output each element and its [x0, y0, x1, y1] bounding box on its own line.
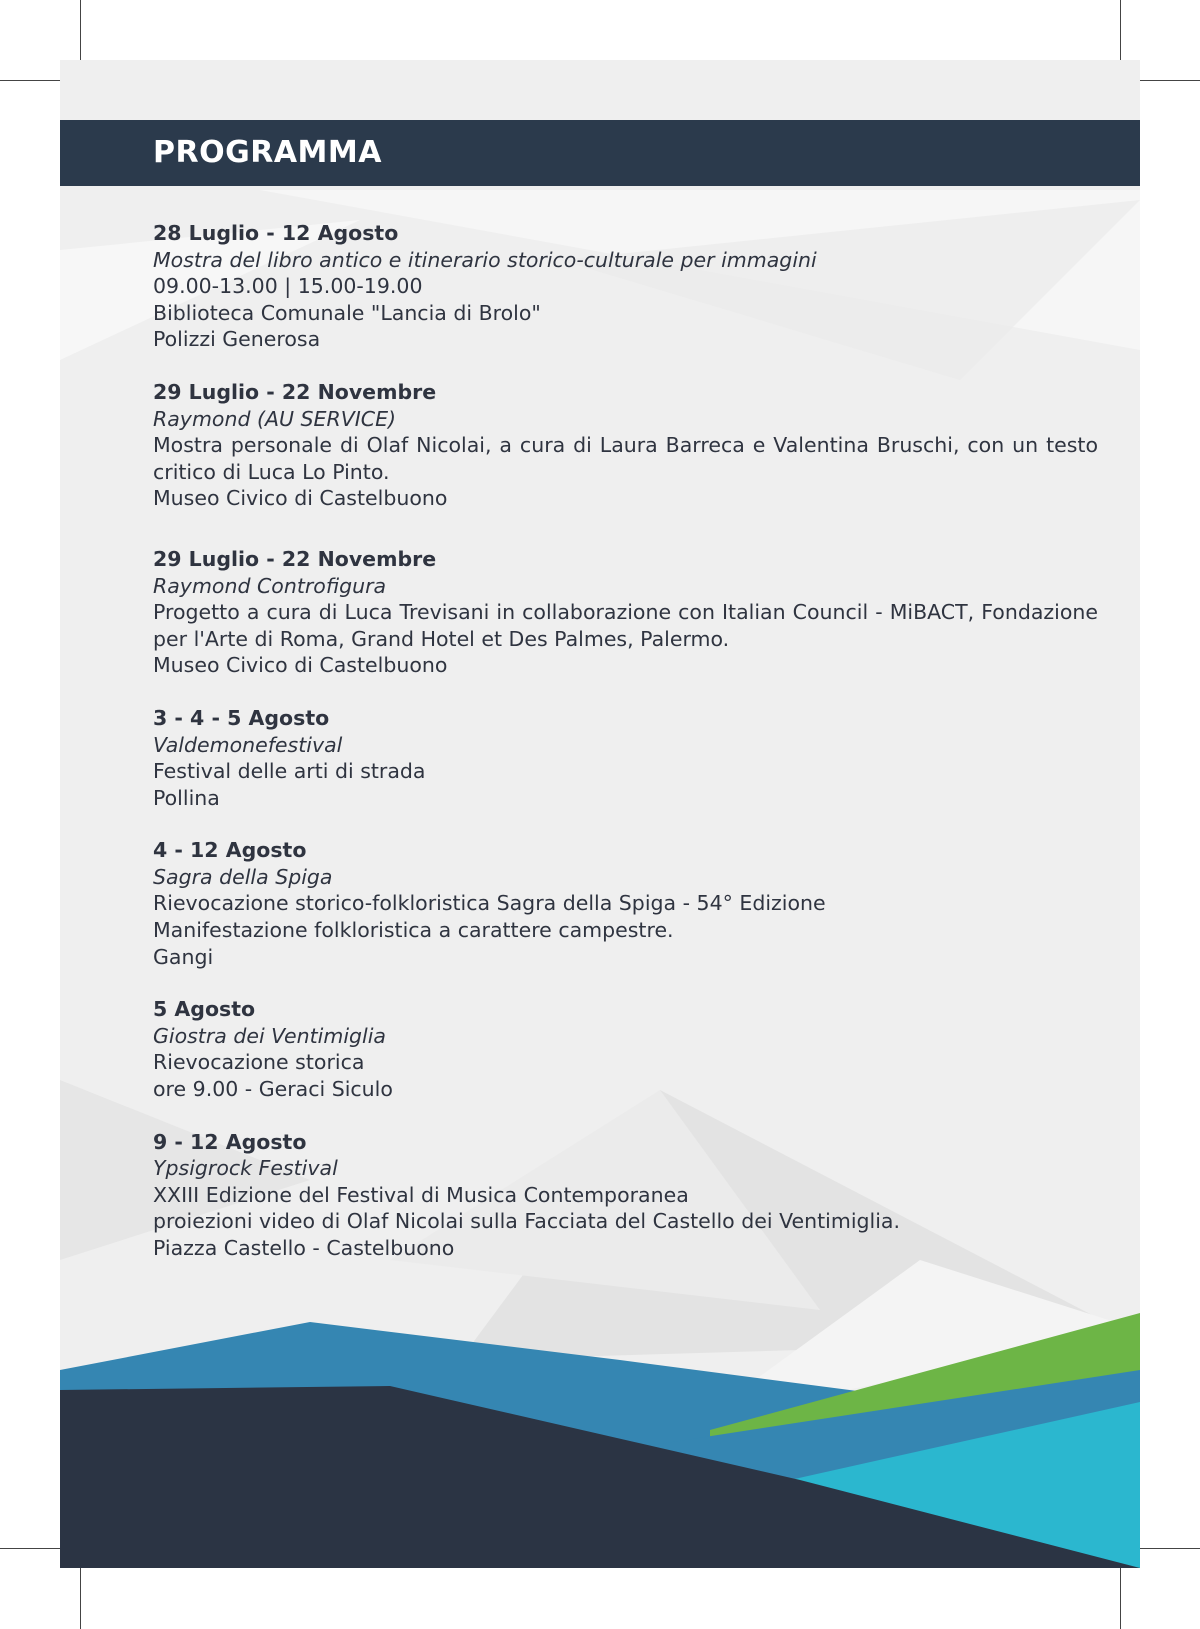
page-title: PROGRAMMA — [153, 135, 382, 170]
event-date: 3 - 4 - 5 Agosto — [153, 705, 330, 730]
event-date: 29 Luglio - 22 Novembre — [153, 379, 437, 404]
event-title: Sagra della Spiga — [153, 864, 333, 889]
event-title: Mostra del libro antico e itinerario storico-culturale per immagini — [153, 247, 817, 272]
event-detail: Rievocazione storico-folkloristica Sagra della Spiga - 54° Edizione — [153, 891, 826, 916]
event-item — [153, 220, 1098, 353]
program-page — [60, 60, 1140, 1568]
event-item — [153, 996, 1098, 1102]
event-item — [153, 379, 1098, 512]
event-item — [153, 1129, 1098, 1262]
crop-mark — [1120, 1567, 1121, 1629]
crop-mark — [1120, 0, 1121, 62]
crop-mark — [1138, 1548, 1200, 1549]
event-location: Polizzi Generosa — [153, 327, 321, 352]
event-title: Valdemonefestival — [153, 732, 343, 757]
event-location: Museo Civico di Castelbuono — [153, 486, 448, 511]
event-location: ore 9.00 - Geraci Siculo — [153, 1077, 393, 1102]
event-detail: Manifestazione folkloristica a carattere campestre. — [153, 918, 674, 943]
event-title: Raymond Controfigura — [153, 573, 387, 598]
event-date: 28 Luglio - 12 Agosto — [153, 221, 399, 245]
event-location: Piazza Castello - Castelbuono — [153, 1236, 455, 1260]
event-date: 29 Luglio - 22 Novembre — [153, 546, 437, 571]
event-detail: 09.00-13.00 | 15.00-19.00 — [153, 274, 423, 299]
event-list — [153, 220, 1098, 1288]
crop-mark — [0, 1548, 62, 1549]
event-detail: XXIII Edizione del Festival di Musica Contemporanea — [153, 1182, 689, 1207]
event-detail: Mostra personale di Olaf Nicolai, a cura di Laura Barreca e Valentina Bruschi, con un testo critico di Luca Lo Pinto. — [153, 433, 1098, 484]
event-location: Gangi — [153, 944, 214, 969]
event-date: 4 - 12 Agosto — [153, 838, 307, 863]
event-detail: Rievocazione storica — [153, 1050, 365, 1075]
event-date: 5 Agosto — [153, 997, 256, 1022]
event-detail: Festival delle arti di strada — [153, 759, 426, 784]
crop-mark — [80, 1567, 81, 1629]
crop-mark — [0, 80, 62, 81]
event-location: Pollina — [153, 785, 220, 810]
event-location: Museo Civico di Castelbuono — [153, 653, 448, 678]
title-banner — [60, 120, 1140, 186]
event-date: 9 - 12 Agosto — [153, 1129, 307, 1154]
event-item — [153, 705, 1098, 811]
event-item — [153, 546, 1098, 679]
event-title: Raymond (AU SERVICE) — [153, 406, 397, 431]
event-detail: Biblioteca Comunale "Lancia di Brolo" — [153, 300, 541, 325]
event-detail: proiezioni video di Olaf Nicolai sulla Facciata del Castello dei Ventimiglia. — [153, 1209, 900, 1234]
event-title: Ypsigrock Festival — [153, 1156, 338, 1181]
event-detail: Progetto a cura di Luca Trevisani in collaborazione con Italian Council - MiBACT, Fondazione per l'Arte di Roma, Grand Hotel et Des Palmes, Palermo. — [153, 600, 1098, 651]
event-title: Giostra dei Ventimiglia — [153, 1023, 386, 1048]
event-item — [153, 837, 1098, 970]
crop-mark — [80, 0, 81, 62]
crop-mark — [1138, 80, 1200, 81]
